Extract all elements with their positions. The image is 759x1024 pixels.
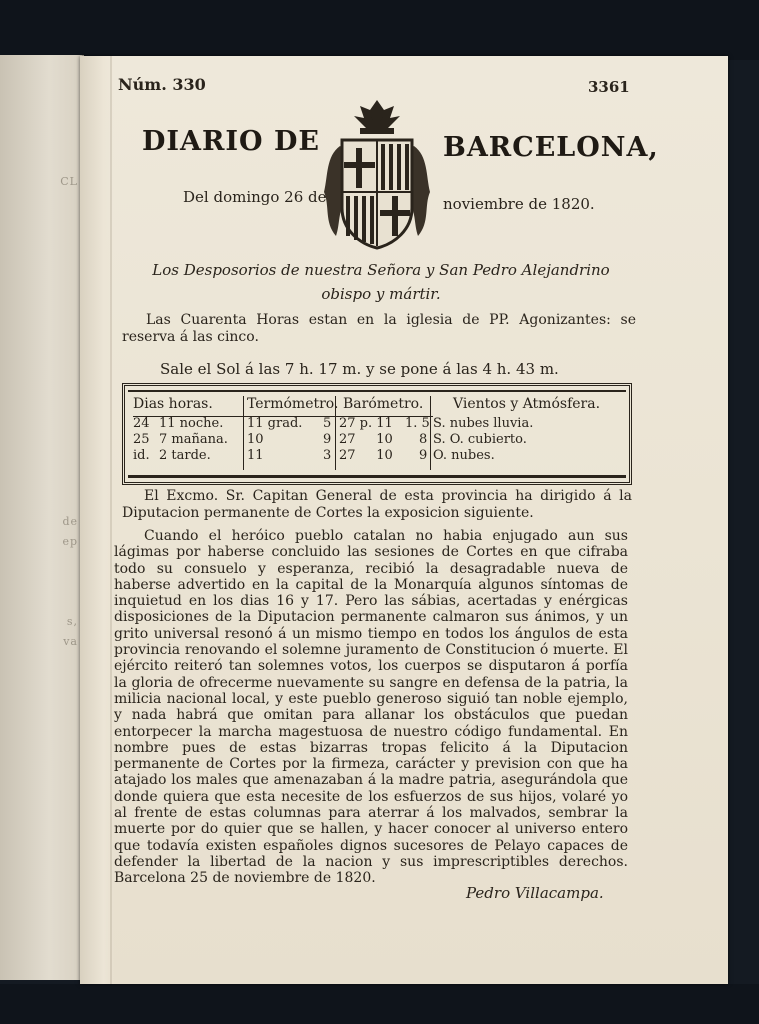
issue-number: Núm. 330 xyxy=(118,75,206,94)
date-line-left: Del domingo 26 de xyxy=(183,188,327,206)
article-body: Cuando el heróico pueblo catalan no habia enjugado aun sus lágimas por haberse concluido las sesiones de Cortes en que cifraba todo su consuelo y esperanza, recibió la desagradable nueva de haberse advertido en la capital de la Monarquía algunos síntomas de inquietud en los dias 16 y 17. Pero las sábias, acertadas y enérgicas disposiciones de la Diputacion permanente calmaron sus ánimos, y un grito universal resonó á un mismo tiempo en todos los ángulos de esta provincia renovando el solemne juramento de Constitucion ó muerte. El ejército reiteró tan solemnes votos, los cuerpos se disputaron á porfía la gloria de ofrecerme nuevamente su sangre en defensa de la patria, la milicia nacional local, y este pueblo generoso siguió tan noble ejemplo, y nada habrá que omitan para allanar los obstáculos que puedan entorpecer la marcha magestuosa de nuestro código fundamental. En nombre pues de estas bizarras tropas felicito á la Diputacion permanente de Cortes por la firmeza, carácter y prevision con que ha atajado los males que amenazaban á la madre patria, asegurándola que donde quiera que esta necesite de los esfuerzos de sus hijos, volaré yo al frente de estas columnas para aterrar á los malvados, sembrar la muerte por do quier que se hallen, y hacer conocer al universo entero que todavía existen españoles dignos sucesores de Pelayo capaces de defender la libertad de la nacion y sus imprescriptibles derechos. Barcelona 25 de noviembre de 1820. xyxy=(114,528,628,887)
row-baro: 27 10 xyxy=(339,448,393,463)
row-hour: 11 noche. xyxy=(159,416,224,431)
cuarenta-horas-notice: Las Cuarenta Horas estan en la iglesia de PP. Agonizantes: se reserva á las cinco. xyxy=(122,312,636,345)
masthead-title-right: BARCELONA, xyxy=(443,132,659,163)
page-gutter xyxy=(80,56,114,984)
row-baro: 27 10 xyxy=(339,432,393,447)
bleed-mark: CL xyxy=(60,175,78,188)
row-thermo-fraction: 5 xyxy=(323,416,332,431)
row-wind: O. nubes. xyxy=(433,448,495,463)
row-thermo-fraction: 9 xyxy=(323,432,332,447)
signature: Pedro Villacampa. xyxy=(466,884,604,902)
weather-table xyxy=(122,383,632,485)
column-divider xyxy=(430,396,431,470)
row-baro-lines: 8 xyxy=(419,432,428,447)
table-bottom-rule xyxy=(128,475,626,478)
masthead-title-left: DIARIO DE xyxy=(142,126,320,157)
header-vientos: Vientos y Atmósfera. xyxy=(453,396,601,412)
header-termometro: Termómetro. xyxy=(247,396,339,412)
barcelona-coat-of-arms xyxy=(320,96,434,252)
fold-line xyxy=(110,56,112,984)
bleed-mark: va xyxy=(63,635,78,648)
bleed-mark: ep xyxy=(62,535,78,548)
row-baro: 27 p. 11 xyxy=(339,416,393,431)
row-thermo: 11 xyxy=(247,448,264,463)
row-thermo-fraction: 3 xyxy=(323,448,332,463)
row-thermo: 11 grad. xyxy=(247,416,303,431)
row-wind: S. nubes lluvia. xyxy=(433,416,534,431)
row-day: 24 xyxy=(133,416,150,431)
row-hour: 2 tarde. xyxy=(159,448,211,463)
saints-of-the-day: Los Desposorios de nuestra Señora y San Pedro Alejandrino obispo y mártir. xyxy=(152,261,610,303)
bleed-mark: de xyxy=(62,515,78,528)
column-divider xyxy=(243,396,244,470)
row-baro-lines: 9 xyxy=(419,448,428,463)
header-barometro: Barómetro. xyxy=(343,396,424,412)
row-thermo: 10 xyxy=(247,432,264,447)
row-hour: 7 mañana. xyxy=(159,432,228,447)
bleed-mark: s, xyxy=(66,615,78,628)
intro-paragraph: El Excmo. Sr. Capitan General de esta provincia ha dirigido á la Diputacion permanente de Cortes la exposicion siguiente. xyxy=(122,488,632,521)
row-baro-lines: 1. 5 xyxy=(405,416,430,431)
date-line-right: noviembre de 1820. xyxy=(443,195,595,213)
sunrise-sunset: Sale el Sol á las 7 h. 17 m. y se pone á las 4 h. 43 m. xyxy=(160,360,559,378)
row-wind: S. O. cubierto. xyxy=(433,432,527,447)
page-number: 3361 xyxy=(588,78,630,96)
backdrop-top xyxy=(0,0,759,60)
header-dias-horas: Dias horas. xyxy=(133,396,213,412)
backdrop-bottom xyxy=(0,984,759,1024)
row-day: id. xyxy=(133,448,150,463)
facing-page-edge xyxy=(0,55,84,980)
table-top-rule xyxy=(128,390,626,392)
row-day: 25 xyxy=(133,432,150,447)
